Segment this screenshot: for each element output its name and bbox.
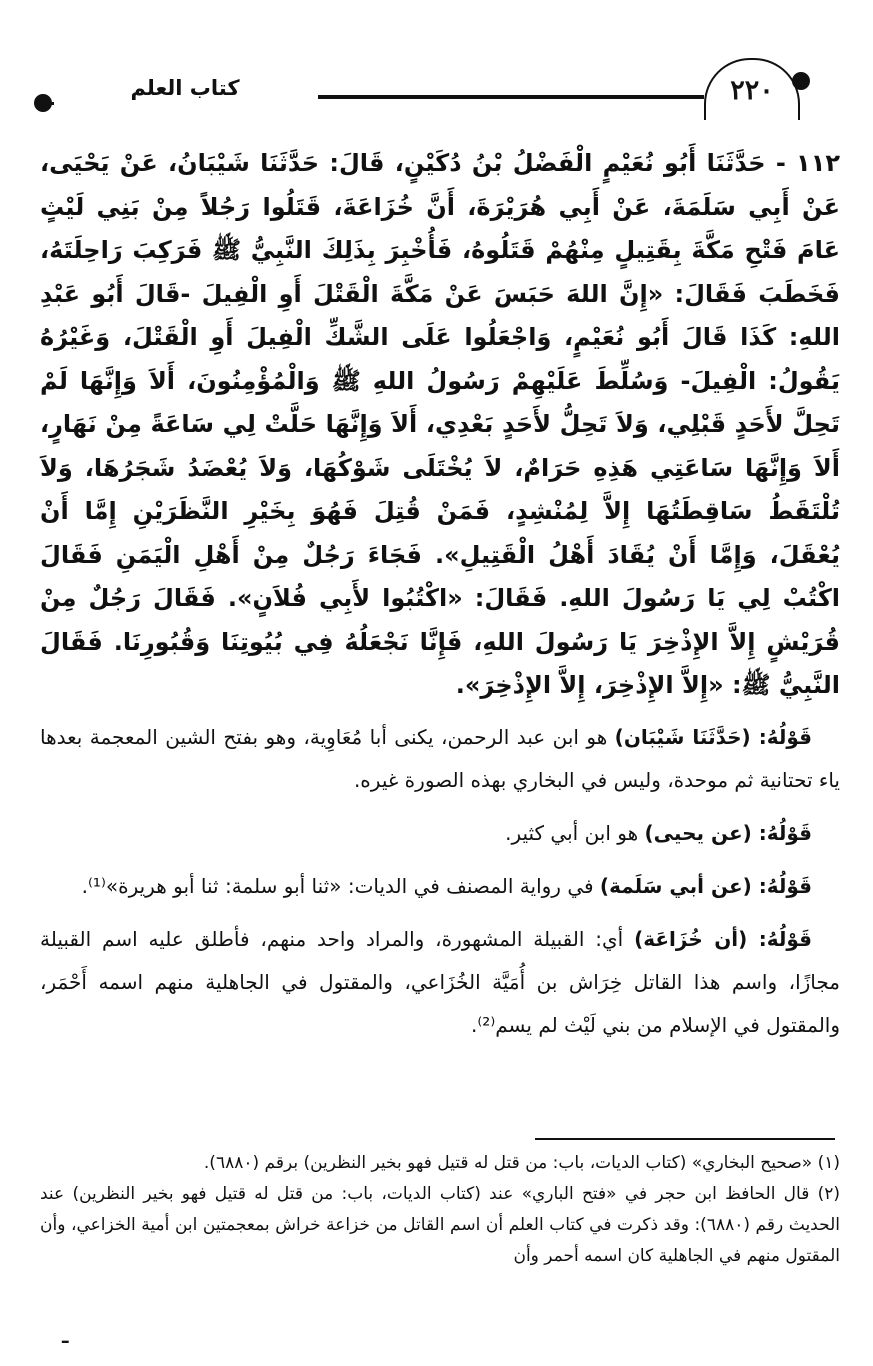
commentary-text: هو ابن أبي كثير. (505, 821, 645, 845)
commentary-paragraph (40, 716, 840, 802)
commentary-paragraph (40, 918, 840, 1047)
hadith-text: ١١٢ - حَدَّثَنَا أَبُو نُعَيْمٍ الْفَضْلُ بْنُ دُكَيْنٍ، قَالَ: حَدَّثَنَا شَيْبَانُ، عَنْ يَحْيَى، عَنْ أَبِي سَلَمَةَ، عَنْ أَبِي هُرَيْرَةَ، أَنَّ خُزَاعَةَ، قَتَلُوا رَجُلاً مِنْ بَنِي لَيْثٍ عَامَ فَتْحِ مَكَّةَ بِقَتِيلٍ مِنْهُمْ قَتَلُوهُ، فَأُخْبِرَ بِذَلِكَ النَّبِيُّ ﷺ فَرَكِبَ رَاحِلَتَهُ، فَخَطَبَ فَقَالَ: «إِنَّ اللهَ حَبَسَ عَنْ مَكَّةَ الْقَتْلَ أَوِ الْفِيلَ -قَالَ أَبُو عَبْدِ اللهِ: كَذَا قَالَ أَبُو نُعَيْمٍ، وَاجْعَلُوا عَلَى الشَّكِّ الْفِيلَ أَوِ الْقَتْلَ، وَغَيْرُهُ يَقُولُ: الْفِيلَ- وَسُلِّطَ عَلَيْهِمْ رَسُولُ اللهِ ﷺ وَالْمُؤْمِنُونَ، أَلاَ وَإِنَّهَا لَمْ تَحِلَّ لأَحَدٍ قَبْلِي، وَلاَ تَحِلُّ لأَحَدٍ بَعْدِي، أَلاَ وَإِنَّهَا حَلَّتْ لِي سَاعَةً مِنْ نَهَارٍ، أَلاَ وَإِنَّهَا سَاعَتِي هَذِهِ حَرَامٌ، لاَ يُخْتَلَى شَوْكُهَا، وَلاَ يُعْضَدُ شَجَرُهَا، وَلاَ تُلْتَقَطُ سَاقِطَتُهَا إِلاَّ لِمُنْشِدٍ، فَمَنْ قُتِلَ فَهُوَ بِخَيْرِ النَّظَرَيْنِ إِمَّا أَنْ يُعْقَلَ، وَإِمَّا أَنْ يُقَادَ أَهْلُ الْقَتِيلِ». فَجَاءَ رَجُلٌ مِنْ أَهْلِ الْيَمَنِ فَقَالَ اكْتُبْ لِي يَا رَسُولَ اللهِ. فَقَالَ: «اكْتُبُوا لأَبِي فُلاَنٍ». فَقَالَ رَجُلٌ مِنْ قُرَيْشٍ إِلاَّ الإِذْخِرَ يَا رَسُولَ اللهِ، فَإِنَّا نَجْعَلُهُ فِي بُيُوتِنَا وَقُبُورِنَا. فَقَالَ النَّبِيُّ ﷺ: «إِلاَّ الإِذْخِرَ، إِلاَّ الإِذْخِرَ». (40, 149, 840, 699)
footnotes (40, 1148, 840, 1272)
book-title: كتاب العلم (130, 76, 240, 100)
catchword: ـ (62, 1326, 69, 1348)
footnote-divider (535, 1138, 835, 1140)
commentary-text: هو ابن عبد الرحمن، يكنى أبا مُعَاوِية، وهو بفتح الشين المعجمة بعدها ياء تحتانية ثم موحدة، وليس في البخاري بهذه الصورة غيره. (40, 725, 840, 792)
commentary-text: في رواية المصنف في الديات: «ثنا أبو سلمة: ثنا أبو هريرة»⁽¹⁾. (81, 874, 600, 898)
commentary (40, 716, 840, 1057)
header-rule-left (318, 95, 704, 99)
page-header (0, 40, 873, 140)
commentary-lead: قَوْلُهُ: (عن يحيى) (644, 821, 812, 845)
commentary-text: أي: القبيلة المشهورة، والمراد واحد منهم، فأطلق عليه اسم القبيلة مجازًا، واسم هذا القاتل خِرَاش بن أُمَيَّة الخُزَاعي، والمقتول في الجاهلية منهم اسمه أَحْمَر، والمقتول في الإسلام من بني لَيْث لم يسم⁽²⁾. (40, 927, 840, 1037)
page-number: ٢٢٠ (704, 58, 800, 120)
commentary-lead: قَوْلُهُ: (عن أبي سَلَمة) (599, 874, 812, 898)
footnote: (١) «صحيح البخاري» (كتاب الديات، باب: من قتل له قتيل فهو بخير النظرين) برقم (٦٨٨٠). (203, 1153, 840, 1173)
header-rule-right (796, 80, 808, 83)
commentary-lead: قَوْلُهُ: (أن خُزَاعَة) (634, 927, 813, 951)
header-rule-short (44, 102, 54, 105)
commentary-paragraph (40, 812, 840, 855)
commentary-paragraph (40, 865, 840, 908)
commentary-lead: قَوْلُهُ: (حَدَّثَنَا شَيْبَان) (614, 725, 812, 749)
footnote: (٢) قال الحافظ ابن حجر في «فتح الباري» عند (كتاب الديات، باب: من قتل له قتيل فهو بخير النظرين) عند الحديث رقم (٦٨٨٠): وقد ذكرت في كتاب العلم أن اسم القاتل من خزاعة خراش بمعجمتين ابن أمية الخزاعي، وأن المقتول منهم في الجاهلية كان اسمه أحمر وأن (40, 1184, 840, 1266)
